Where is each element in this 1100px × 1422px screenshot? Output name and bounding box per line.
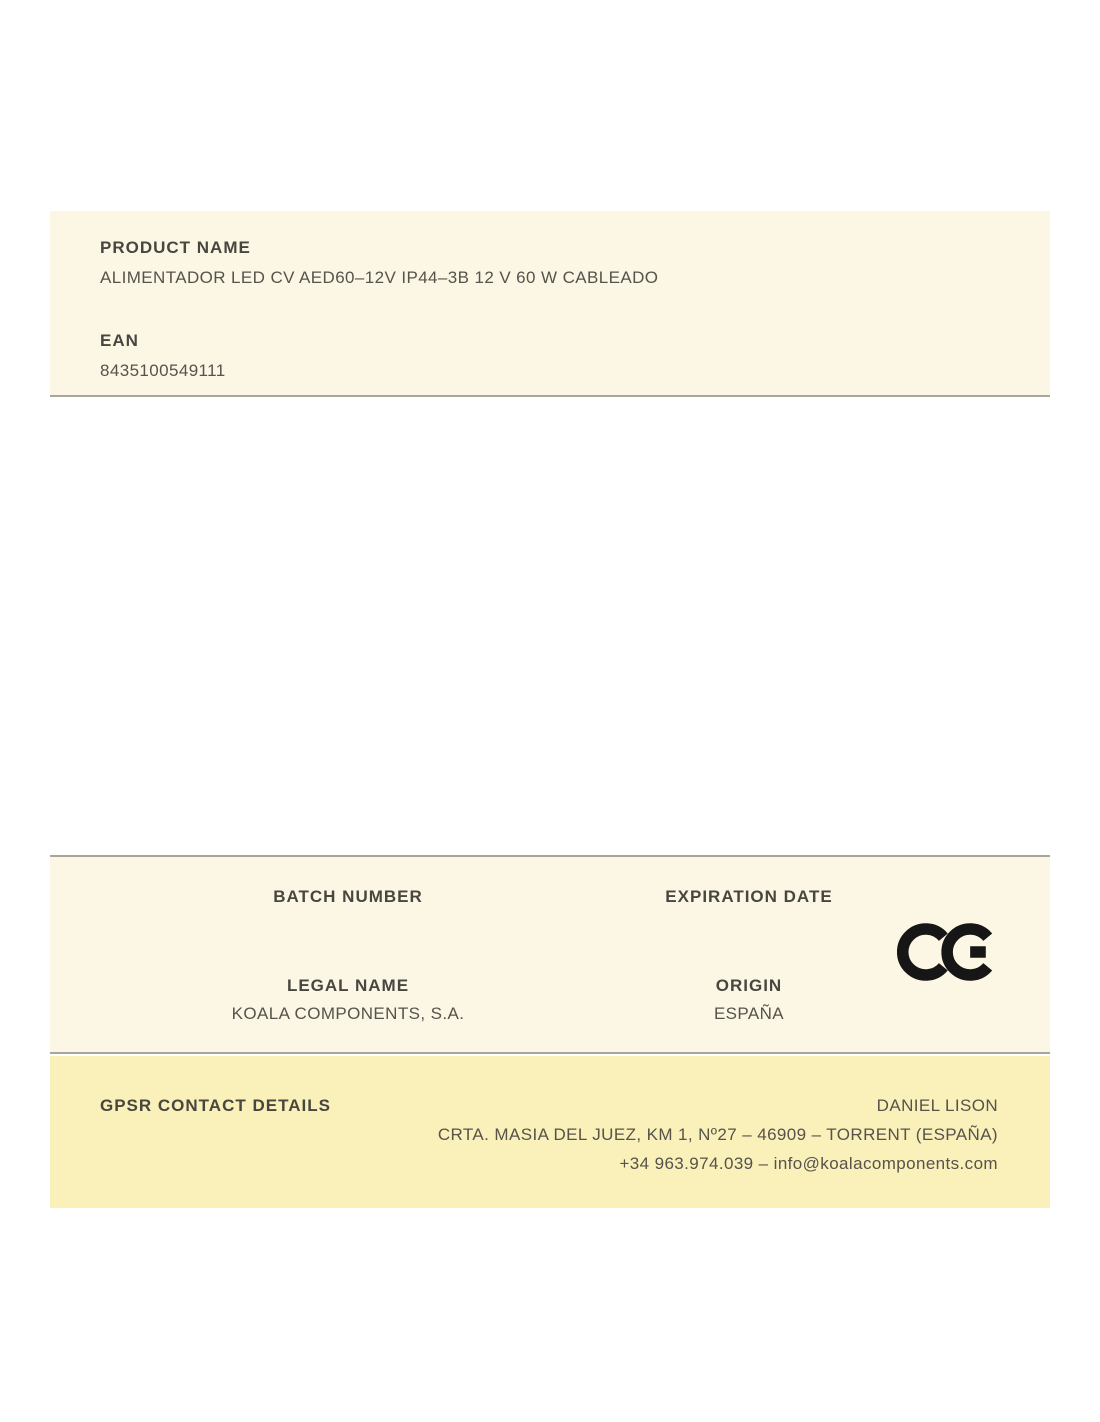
gpsr-header-row — [100, 1095, 998, 1117]
origin-label: ORIGIN — [715, 976, 783, 995]
legal-name-field — [148, 975, 548, 1025]
batch-number-label: BATCH NUMBER — [273, 887, 423, 906]
ean-label: EAN — [100, 331, 139, 350]
product-name-value: ALIMENTADOR LED CV AED60–12V IP44–3B 12 V 60 W CABLEADO — [100, 268, 659, 287]
origin-field — [549, 975, 949, 1025]
expiration-date-label: EXPIRATION DATE — [665, 887, 833, 906]
contact-phone-email: +34 963.974.039 – info@koalacomponents.com — [619, 1154, 998, 1173]
batch-info-panel — [50, 855, 1050, 1054]
origin-value: ESPAÑA — [713, 1004, 785, 1023]
contact-name: DANIEL LISON — [876, 1096, 998, 1115]
product-info-panel — [50, 211, 1050, 397]
expiration-date-field — [549, 886, 949, 908]
gpsr-contact-details-label: GPSR CONTACT DETAILS — [100, 1096, 331, 1115]
legal-name-value: KOALA COMPONENTS, S.A. — [231, 1004, 465, 1023]
product-name-label: PRODUCT NAME — [100, 238, 251, 257]
ean-value: 8435100549111 — [100, 361, 226, 380]
ce-mark-icon — [897, 923, 994, 981]
batch-number-field — [148, 886, 548, 908]
gpsr-contact-panel — [50, 1056, 1050, 1208]
legal-name-label: LEGAL NAME — [286, 976, 410, 995]
contact-address: CRTA. MASIA DEL JUEZ, KM 1, Nº27 – 46909 – TORRENT (ESPAÑA) — [437, 1125, 998, 1144]
